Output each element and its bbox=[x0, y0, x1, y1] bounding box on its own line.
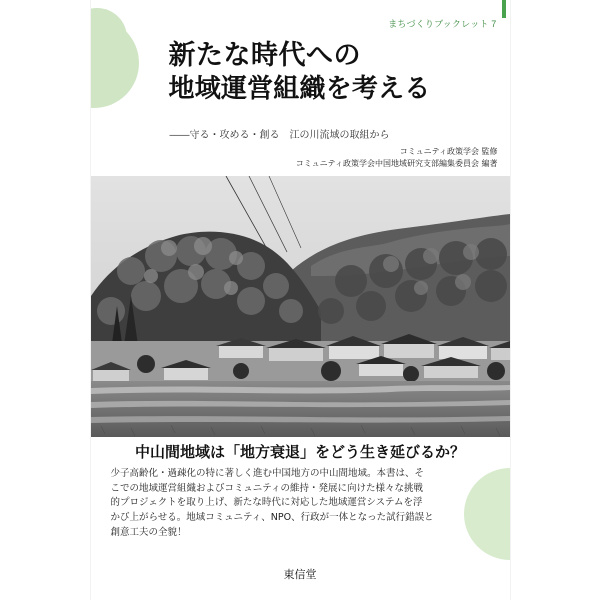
editor-credit: コミュニティ政策学会中国地域研究支部編集委員会 編著 bbox=[295, 159, 498, 169]
book-title bbox=[169, 40, 499, 105]
blurb-headline: 中山間地域は「地方衰退」をどう生き延びるか？ bbox=[134, 443, 465, 461]
blurb-text bbox=[111, 467, 491, 541]
blurb-line: かび上がらせる。地域コミュニティ、NPO、行政が一体となった試行錯誤と bbox=[110, 512, 434, 524]
supervisor-credit: コミュニティ政策学会 監修 bbox=[399, 147, 498, 156]
credits bbox=[296, 146, 498, 171]
publisher-name: 東信堂 bbox=[283, 568, 317, 581]
series-label: まちづくりブックレット 7 bbox=[388, 19, 497, 29]
cover-photo bbox=[91, 176, 510, 437]
book-title-line-2: 地域運営組織を考える bbox=[168, 74, 431, 105]
series-accent-bar bbox=[502, 0, 506, 18]
book-subtitle: ――守る・攻める・創る 江の川流域の取組から bbox=[169, 130, 390, 141]
blurb-line: こでの地域運営組織およびコミュニティの維持・発展に向けた様々な挑戦 bbox=[110, 482, 424, 494]
blurb-line: 少子高齢化・過疎化の特に著しく進む中国地方の中山間地域。本書は、そ bbox=[110, 468, 425, 479]
book-cover bbox=[90, 0, 511, 600]
mountain-village-photo bbox=[91, 176, 510, 437]
blurb-line: 創意工夫の全貌！ bbox=[110, 526, 187, 538]
book-title-line-1: 新たな時代への bbox=[168, 40, 361, 71]
blurb-line: 的プロジェクトを取り上げ、新たな時代に対応した地域運営システムを浮 bbox=[110, 497, 423, 509]
